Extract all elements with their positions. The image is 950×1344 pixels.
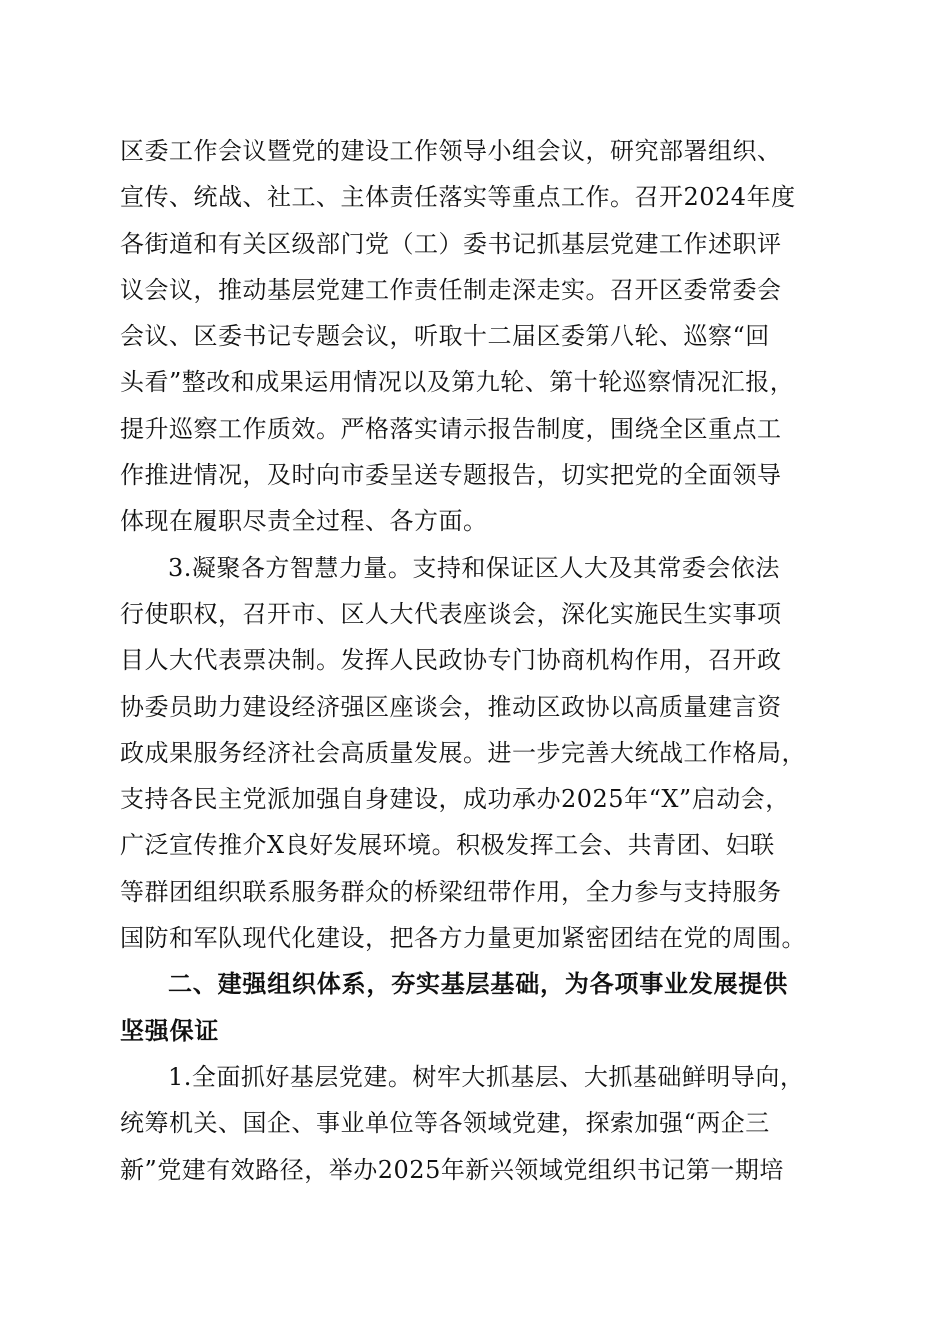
body-line: 会议、区委书记专题会议，听取十二届区委第八轮、巡察“回 <box>120 322 770 351</box>
section-heading: 二、建强组织体系，夯实基层基础，为各项事业发展提供 <box>168 970 788 999</box>
body-line: 头看”整改和成果运用情况以及第九轮、第十轮巡察情况汇报， <box>120 368 795 397</box>
body-line: 国防和军队现代化建设，把各方力量更加紧密团结在党的周围。 <box>120 924 806 953</box>
paragraph-start-line: 1.全面抓好基层党建。树牢大抓基层、大抓基础鲜明导向， <box>168 1062 805 1091</box>
body-line: 目人大代表票决制。发挥人民政协专门协商机构作用，召开政 <box>120 646 782 675</box>
section-heading-continued: 坚强保证 <box>120 1016 220 1045</box>
body-line: 提升巡察工作质效。严格落实请示报告制度，围绕全区重点工 <box>120 414 782 443</box>
paragraph-start-line: 3.凝聚各方智慧力量。支持和保证区人大及其常委会依法 <box>168 553 780 582</box>
body-line: 广泛宣传推介X良好发展环境。积极发挥工会、共青团、妇联 <box>120 831 775 860</box>
body-line: 体现在履职尽责全过程、各方面。 <box>120 507 488 536</box>
body-line: 协委员助力建设经济强区座谈会，推动区政协以高质量建言资 <box>120 692 782 721</box>
body-line: 宣传、统战、社工、主体责任落实等重点工作。召开2024年度 <box>120 183 796 212</box>
body-line: 统筹机关、国企、事业单位等各领域党建，探索加强“两企三 <box>120 1109 770 1138</box>
body-line: 等群团组织联系服务群众的桥梁纽带作用，全力参与支持服务 <box>120 877 782 906</box>
body-line: 区委工作会议暨党的建设工作领导小组会议，研究部署组织、 <box>120 137 782 165</box>
body-line: 政成果服务经济社会高质量发展。进一步完善大统战工作格局， <box>120 738 806 767</box>
body-line: 支持各民主党派加强自身建设，成功承办2025年“X”启动会， <box>120 785 790 814</box>
body-line: 各街道和有关区级部门党（工）委书记抓基层党建工作述职评 <box>120 229 782 258</box>
body-line: 行使职权，召开市、区人大代表座谈会，深化实施民生实事项 <box>120 599 782 628</box>
body-line: 作推进情况，及时向市委呈送专题报告，切实把党的全面领导 <box>120 461 782 490</box>
body-line: 议会议，推动基层党建工作责任制走深走实。召开区委常委会 <box>120 275 782 304</box>
body-line: 新”党建有效路径，举办2025年新兴领域党组织书记第一期培 <box>120 1155 784 1184</box>
document-body <box>120 128 840 1193</box>
